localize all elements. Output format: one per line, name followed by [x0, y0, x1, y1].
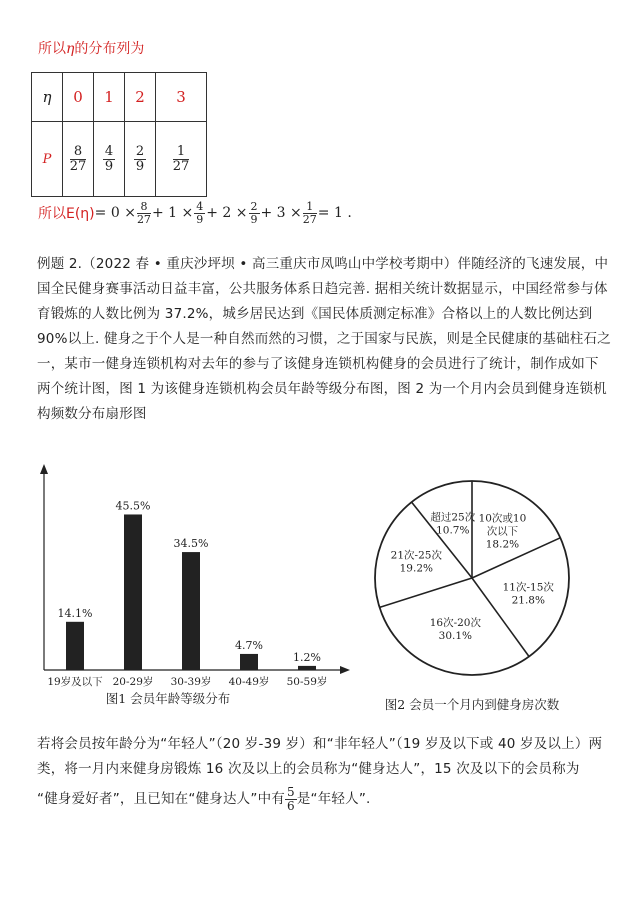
bar [124, 514, 142, 670]
pie-slice-label: 21.8% [511, 594, 545, 607]
value-cell: 2 [125, 73, 156, 122]
value-cell: 0 [63, 73, 94, 122]
bar [298, 666, 316, 670]
prob-cell [156, 122, 207, 197]
problem-text: 例题 2.（2022 春 • 重庆沙坪坝 • 高三重庆市凤鸣山中学校考期中）伴随经济的飞速发展，中国全民健身赛事活动日益丰富，公共服务体系日趋完善. 据相关统计数据显示，中国经常参与体育锻炼的人数比例为 37.2%，城乡居民达到《国民体质测定标准》合格以上的人数比例达到 90%以上. 健身之于个人是一种自然而然的习惯，之于国家与民族，则是全民健康的基础柱石之一，某市一健身连锁机构对去年的参与了该健身连锁机构健身的会员进行了统计，制作成如下两个统计图，图 1 为该健身连锁机构会员年龄等级分布图，图 2 为一个月内会员到健身连锁机构频数分布扇形图 [37, 256, 611, 422]
pie-chart-caption: 图2 会员一个月内到健身房次数 [384, 697, 560, 712]
pie-slice-label: 30.1% [438, 630, 473, 643]
prob-cell [63, 122, 94, 197]
bar-category-label: 30-39岁 [170, 676, 212, 688]
table-row-probabilities [32, 122, 207, 197]
bar-value-label: 34.5% [173, 537, 209, 551]
bar-value-label: 45.5% [115, 499, 151, 513]
pie-slice-label: 超过25次 [430, 511, 476, 524]
frac-denominator: 9 [196, 212, 204, 226]
frac-numerator: 2 [250, 200, 258, 213]
problem-statement [37, 252, 611, 427]
y-axis-arrow [40, 464, 48, 474]
visits-pie-chart [352, 480, 592, 720]
frac-numerator: 2 [135, 143, 145, 159]
frac-numerator: 1 [173, 145, 190, 160]
frac-denominator: 9 [250, 212, 258, 226]
prob-cell [94, 122, 125, 197]
distribution-table [31, 72, 207, 197]
pie-slice-label: 10.7% [436, 524, 470, 537]
value-cell: 1 [94, 73, 125, 122]
frac-numerator: 4 [196, 200, 204, 213]
bar-chart-caption: 图1 会员年龄等级分布 [105, 691, 231, 706]
bar-category-label: 20-29岁 [112, 676, 154, 688]
frac-denominator: 27 [136, 212, 151, 226]
frac-numerator: 5 [286, 785, 295, 799]
prob-cell [125, 122, 156, 197]
frac-denominator: 27 [69, 158, 87, 174]
bar-category-label: 40-49岁 [228, 676, 270, 688]
row-label-p: P [32, 122, 63, 197]
expr-fraction [303, 201, 317, 225]
pie-slice-label: 16次-20次 [429, 617, 481, 630]
bar-layer [47, 499, 327, 688]
frac-denominator: 9 [104, 158, 114, 174]
eta-symbol: η [66, 41, 75, 57]
frac-numerator: 8 [70, 145, 87, 160]
expr-fraction [137, 201, 151, 225]
expr-part: + 2 × [206, 205, 248, 222]
frac-denominator: 9 [135, 158, 145, 174]
intro-line [38, 38, 144, 58]
pie-slice-label: 10次或10 [478, 512, 527, 525]
condition-text-after: 是“年轻人”. [296, 791, 371, 808]
expr-part: + 1 × [151, 205, 194, 222]
pie-slice-label: 19.2% [399, 562, 433, 575]
bar-value-label: 4.7% [235, 638, 263, 652]
expr-fraction [194, 201, 205, 225]
pie-slice-label: 次以下 [486, 525, 519, 538]
expr-part: = 1 . [317, 205, 352, 222]
condition-paragraph [37, 732, 617, 812]
expr-part: + 3 × [260, 205, 302, 222]
pie-slice-label: 21次-25次 [390, 549, 442, 562]
intro-text-before: 所以 [38, 41, 66, 57]
bar [240, 654, 258, 670]
expectation-line [38, 201, 352, 225]
age-bar-chart [28, 462, 358, 720]
condition-line1: 若将会员按年龄分为“年轻人”（20 岁-39 岁）和“非年轻人”（19 岁及以下或 40 岁及以上）两类，将一月内来健身房锻炼 16 次及以上的会员称为“健身达人”，15 次及以下的会员称为 [37, 736, 603, 777]
frac-numerator: 4 [104, 143, 114, 159]
frac-numerator: 8 [137, 201, 151, 214]
row-label-eta: η [32, 73, 63, 122]
expr-fraction [249, 201, 260, 225]
frac-denominator: 27 [302, 212, 317, 226]
pie-slice-label: 11次-15次 [502, 581, 554, 594]
x-axis-arrow [340, 666, 350, 674]
expectation-label: 所以E(η) [38, 206, 95, 223]
pie-slice-label: 18.2% [485, 538, 520, 551]
frac-numerator: 1 [303, 201, 317, 214]
bar-category-label: 50-59岁 [286, 676, 328, 688]
bar-category-label: 19岁及以下 [47, 676, 103, 688]
table-row-values [32, 73, 207, 122]
pie-layer [375, 481, 569, 675]
value-cell: 3 [156, 73, 207, 122]
frac-denominator: 6 [286, 798, 295, 813]
bar-value-label: 14.1% [57, 606, 93, 620]
condition-text-before: “健身爱好者”，且已知在“健身达人”中有 [37, 791, 285, 808]
bar [182, 552, 200, 670]
bar [66, 622, 84, 670]
bar-value-label: 1.2% [293, 650, 321, 664]
expr-part: = 0 × [94, 205, 136, 222]
intro-text-after: 的分布列为 [74, 41, 145, 57]
frac-denominator: 27 [172, 158, 190, 174]
five-sixths-fraction [285, 786, 297, 812]
condition-line2 [37, 786, 617, 812]
